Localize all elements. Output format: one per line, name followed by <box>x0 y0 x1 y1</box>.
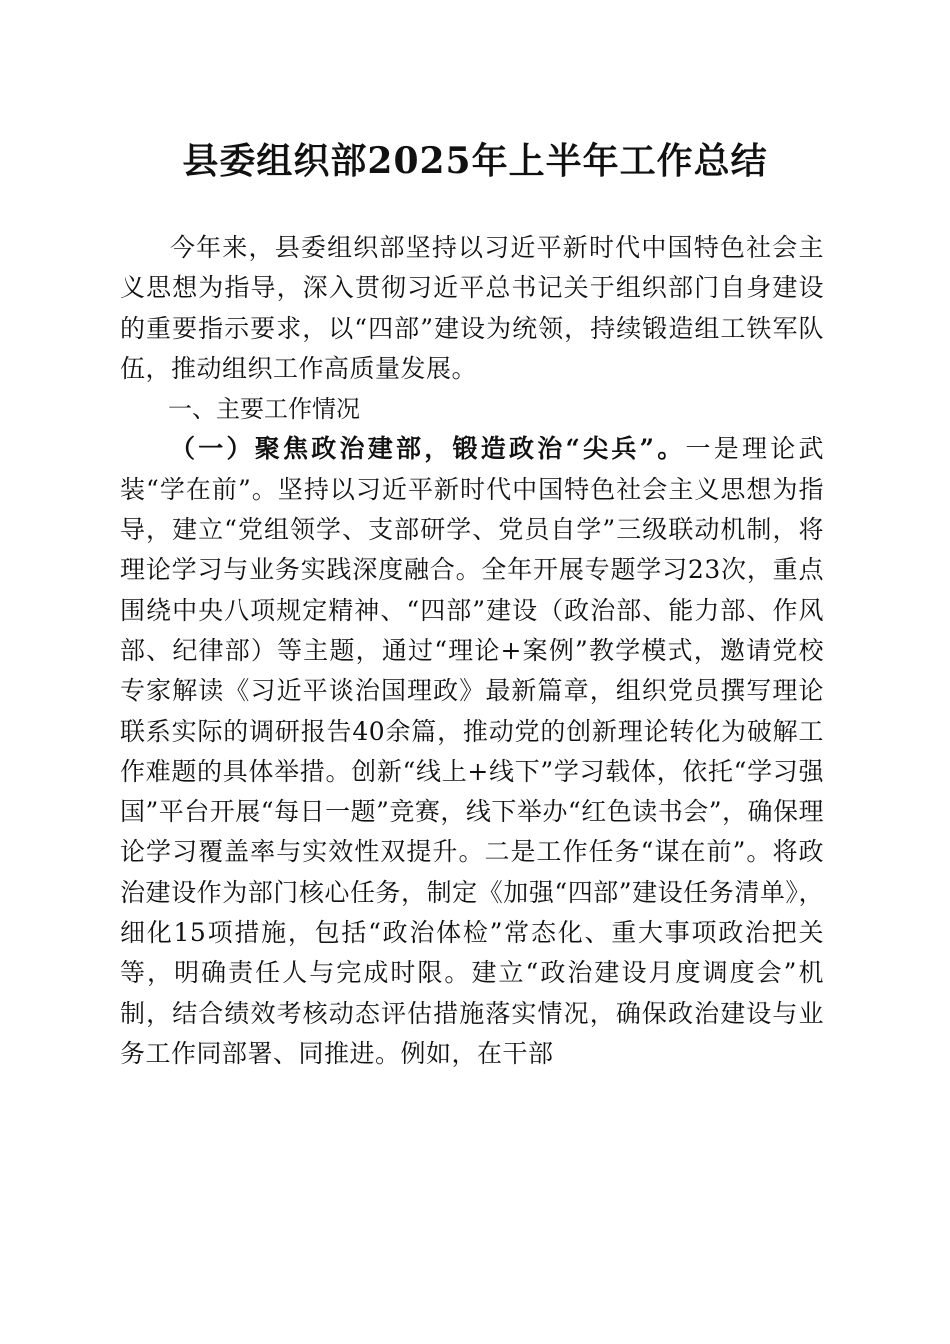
section-paragraph <box>120 429 824 1074</box>
section-heading: 一、主要工作情况 <box>168 395 360 424</box>
subsection-heading: （一）聚焦政治建部，锻造政治“尖兵”。 <box>170 434 686 464</box>
subsection-body: 一是理论武装“学在前”。坚持以习近平新时代中国特色社会主义思想为指导，建立“党组领学、支部研学、党员自学”三级联动机制，将理论学习与业务实践深度融合。全年开展专题学习23次，重点围绕中央八项规定精神、“四部”建设（政治部、能力部、作风部、纪律部）等主题，通过“理论+案例”教学模式，邀请党校专家解读《习近平谈治国理政》最新篇章，组织党员撰写理论联系实际的调研报告40余篇，推动党的创新理论转化为破解工作难题的具体举措。创新“线上+线下”学习载体，依托“学习强国”平台开展“每日一题”竞赛，线下举办“红色读书会”，确保理论学习覆盖率与实效性双提升。二是工作任务“谋在前”。将政治建设作为部门核心任务，制定《加强“四部”建设任务清单》，细化15项措施，包括“政治体检”常态化、重大事项政治把关等，明确责任人与完成时限。建立“政治建设月度调度会”机制，结合绩效考核动态评估措施落实情况，确保政治建设与业务工作同部署、同推进。例如，在干部 <box>120 434 824 1068</box>
document-body <box>120 228 824 1074</box>
document-title: 县委组织部2025年上半年工作总结 <box>182 140 768 182</box>
intro-paragraph: 今年来，县委组织部坚持以习近平新时代中国特色社会主义思想为指导，深入贯彻习近平总书记关于组织部门自身建设的重要指示要求，以“四部”建设为统领，持续锻造组工铁军队伍，推动组织工作高质量发展。 <box>120 233 824 383</box>
